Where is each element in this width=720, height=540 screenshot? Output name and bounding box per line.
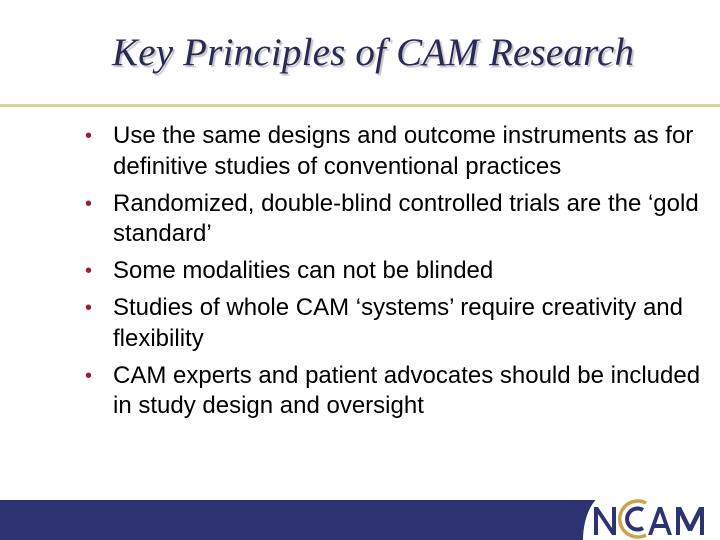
bullet-icon: •: [85, 297, 93, 319]
bullet-item: [84, 121, 704, 182]
bullet-item: [84, 256, 704, 287]
bullet-text: Use the same designs and outcome instruments as for definitive studies of conventional practices: [113, 122, 694, 180]
bullet-icon: •: [85, 364, 93, 387]
bullet-item: [84, 189, 704, 250]
bullet-list: [84, 121, 704, 428]
bullet-icon: •: [85, 260, 93, 282]
bullet-text: CAM experts and patient advocates should be included in study design and oversight: [113, 361, 701, 419]
bullet-icon: •: [85, 192, 93, 215]
slide-title: Key Principles of CAM Research: [112, 31, 635, 74]
bullet-item: [84, 361, 704, 422]
title-divider: [0, 104, 720, 107]
nccam-logo-icon: [590, 497, 716, 539]
bullet-text: Studies of whole CAM ‘systems’ require creativity and flexibility: [113, 294, 683, 352]
bullet-text: Randomized, double-blind controlled trials are the ‘gold standard’: [113, 189, 699, 247]
bullet-item: [84, 293, 704, 354]
bullet-text: Some modalities can not be blinded: [113, 257, 494, 284]
bullet-icon: •: [85, 125, 93, 147]
